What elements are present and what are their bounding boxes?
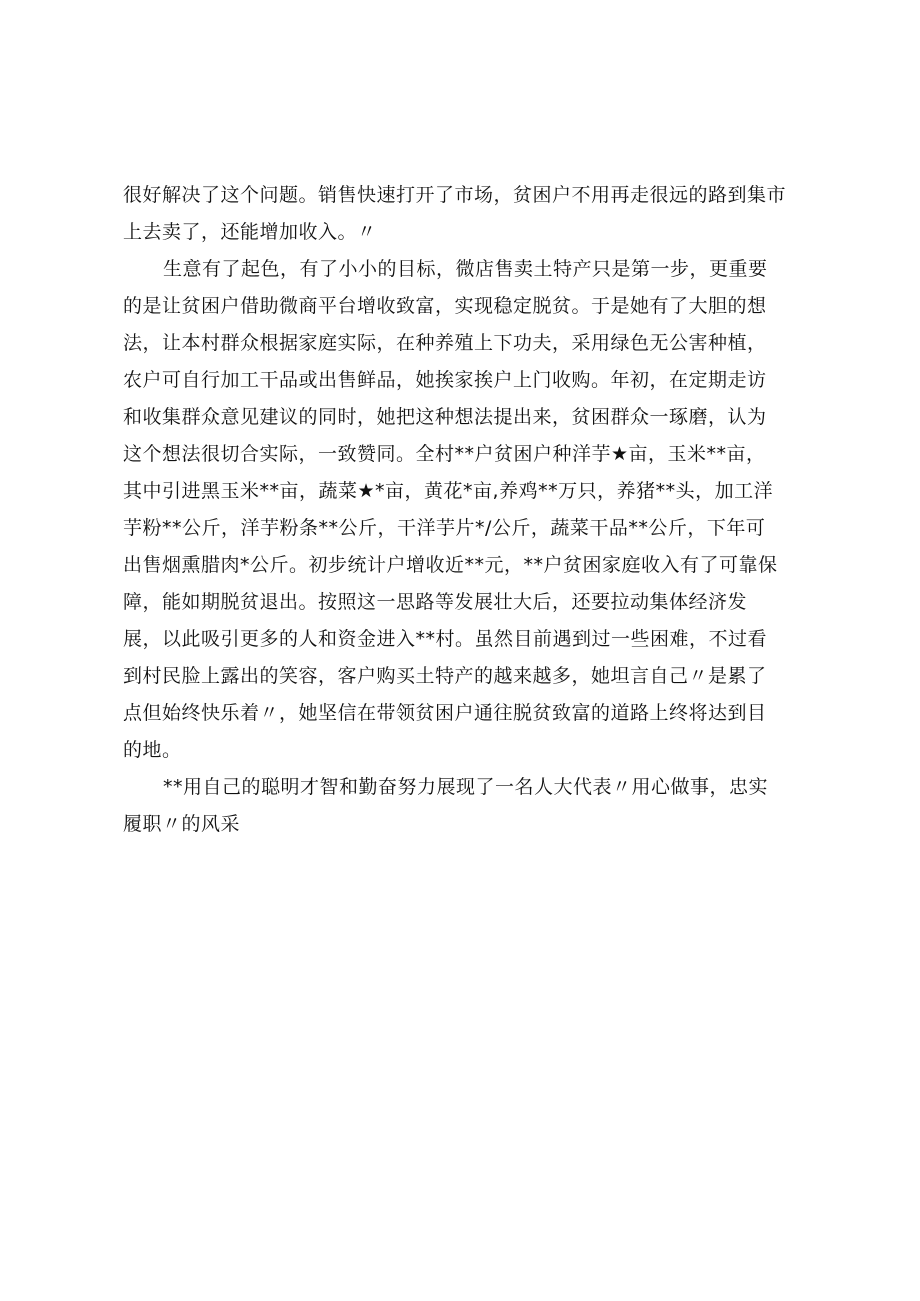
- text-line: 芋粉**公斤，洋芋粉条**公斤，干洋芋片*/公斤，蔬菜干品**公斤，下年可: [123, 517, 766, 539]
- text-line: 农户可自行加工干品或出售鲜品，她挨家挨户上门收购。年初，在定期走访: [123, 369, 767, 391]
- text-line: 这个想法很切合实际，一致赞同。全村**户贫困户种洋芋★亩，玉米**亩，: [123, 443, 766, 465]
- text-line: 障，能如期脱贫退出。按照这一思路等发展壮大后，还要拉动集体经济发: [123, 591, 748, 613]
- text-line: 出售烟熏腊肉*公斤。初步统计户增收近**元，**户贫困家庭收入有了可靠保: [123, 554, 778, 576]
- text-line: 其中引进黑玉米**亩，蔬菜★*亩，黄花*亩,养鸡**万只，养猪**头，加工洋: [123, 480, 774, 502]
- text-line: 到村民脸上露出的笑容，客户购买土特产的越来越多，她坦言自己〃是累了: [123, 665, 767, 687]
- text-line: 和收集群众意见建议的同时，她把这种想法提出来，贫困群众一琢磨，认为: [123, 406, 767, 428]
- text-line: 的地。: [123, 739, 182, 761]
- text-line: 点但始终快乐着〃，她坚信在带领贫困户通往脱贫致富的道路上终将达到目: [123, 702, 767, 724]
- text-line: 很好解决了这个问题。销售快速打开了市场，贫困户不用再走很远的路到集市: [123, 184, 787, 206]
- paragraph-3: [123, 769, 823, 843]
- paragraph-1: [123, 177, 823, 251]
- text-line: **用自己的聪明才智和勤奋努力展现了一名人大代表〃用心做事，忠实: [163, 776, 769, 798]
- text-line: 展，以此吸引更多的人和资金进入**村。虽然目前遇到过一些困难，不过看: [123, 628, 768, 650]
- text-line: 履职〃的风采: [123, 813, 241, 835]
- text-line: 生意有了起色，有了小小的目标，微店售卖土特产只是第一步，更重要: [163, 258, 768, 280]
- text-line: 的是让贫困户借助微商平台增收致富，实现稳定脱贫。于是她有了大胆的想: [123, 295, 767, 317]
- document-body: [123, 177, 823, 843]
- text-line: 法，让本村群众根据家庭实际，在种养殖上下功夫，采用绿色无公害种植，: [123, 332, 767, 354]
- paragraph-2: [123, 251, 823, 769]
- text-line: 上去卖了，还能增加收入。〃: [123, 221, 377, 243]
